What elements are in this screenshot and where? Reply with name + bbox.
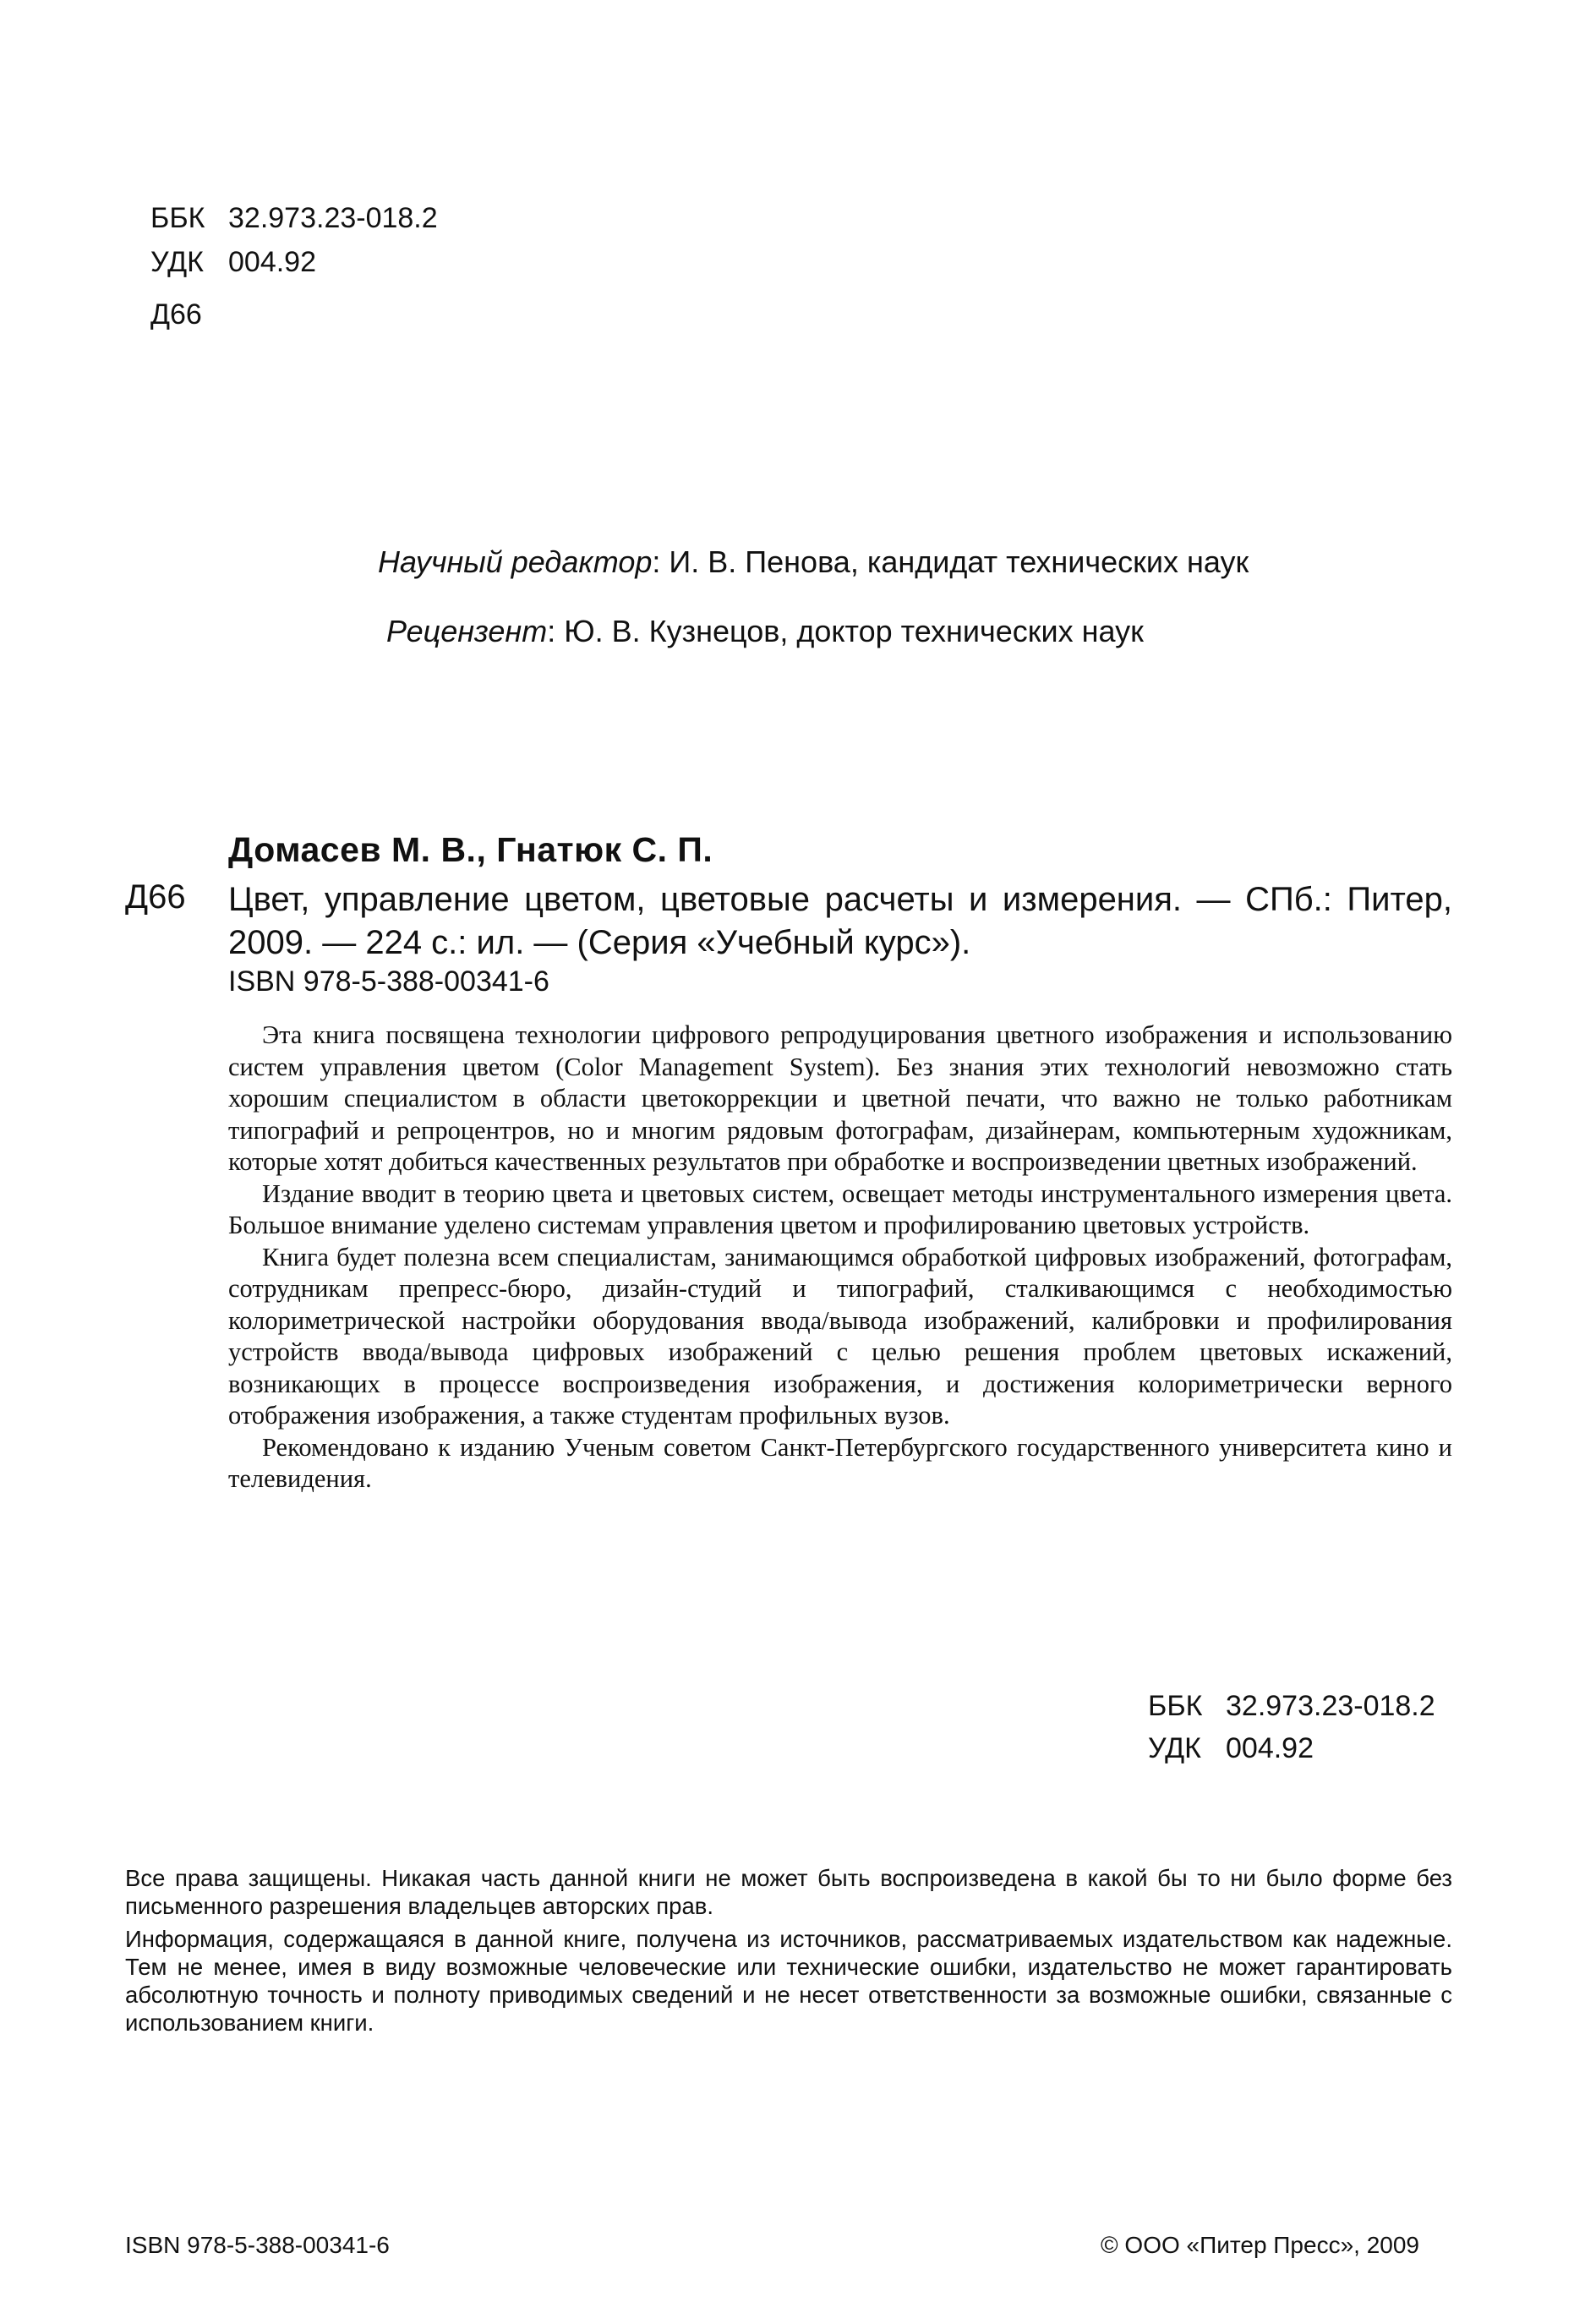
annotation-paragraph: Книга будет полезна всем специалистам, занимающимся обработкой цифровых изображений, фотографам, сотрудникам препресс-бюро, дизайн-студий и типографий, сталкивающимся с необходимостью колориметрической настройки оборудования ввода/вывода изображений, калибровки и профилирования устройств ввода/вывода цифровых изображений с целью решения проблем цветовых искажений, возникающих в процессе воспроизведения изображения, и достижения колориметрически верного отображения изображения, а также студентам профильных вузов.	[228, 1242, 1452, 1430]
udk-row	[1148, 1727, 1435, 1769]
reviewer-label: Рецензент	[386, 614, 548, 648]
isbn: ISBN 978-5-388-00341-6	[228, 965, 549, 998]
scientific-editor-value: : И. В. Пенова, кандидат технических наук	[652, 544, 1249, 579]
rights-paragraph: Все права защищены. Никакая часть данной книги не может быть воспроизведена в какой бы то ни было форме без письменного разрешения владельцев авторских прав.	[125, 1865, 1452, 1919]
annotation-paragraph: Издание вводит в теорию цвета и цветовых систем, освещает методы инструментального измерения цвета. Большое внимание уделено системам управления цветом и профилированию цветовых устройств.	[228, 1178, 1452, 1239]
annotation	[228, 1020, 1452, 1496]
udk-label: УДК	[150, 246, 204, 278]
annotation-paragraph: Эта книга посвящена технологии цифрового репродуцирования цветного изображения и использованию систем управления цветом (Color Management System). Без знания этих технологий невозможно стать хорошим специалистом в области цветокоррекции и цветной печати, что важно не только работникам типографий и репроцентров, но и многим рядовым фотографам, дизайнерам, компьютерным художникам, которые хотят добиться качественных результатов при обработке и воспроизведении цветных изображений.	[228, 1020, 1452, 1176]
udk-value: 004.92	[1226, 1732, 1314, 1764]
catalog-mark: Д66	[125, 878, 186, 916]
reviewer-value: : Ю. В. Кузнецов, доктор технических наук	[547, 614, 1144, 648]
footer-isbn: ISBN 978-5-388-00341-6	[125, 2232, 390, 2258]
editors-block	[0, 528, 1574, 666]
udk-label: УДК	[1148, 1732, 1201, 1764]
reviewer	[0, 597, 1574, 666]
udk-row	[150, 240, 438, 284]
bbk-value: 32.973.23-018.2	[228, 202, 438, 234]
author-mark: Д66	[150, 298, 202, 331]
bbk-label: ББК	[1148, 1690, 1203, 1722]
udk-value: 004.92	[228, 246, 316, 278]
classification-bottom	[1148, 1685, 1435, 1769]
bbk-row	[1148, 1685, 1435, 1727]
footer-copyright: © ООО «Питер Пресс», 2009	[1101, 2232, 1419, 2258]
bbk-label: ББК	[150, 202, 205, 234]
scientific-editor-label: Научный редактор	[378, 544, 653, 579]
rights-notice	[125, 1864, 1452, 2042]
bbk-row	[150, 196, 438, 240]
classification-top	[150, 196, 438, 336]
bbk-value: 32.973.23-018.2	[1226, 1690, 1435, 1722]
book-title: Цвет, управление цветом, цветовые расчеты и измерения. — СПб.: Питер, 2009. — 224 с.: ил. — (Серия «Учебный курс»).	[228, 881, 1452, 961]
authors: Домасев М. В., Гнатюк С. П.	[228, 830, 713, 869]
rights-paragraph: Информация, содержащаяся в данной книге, получена из источников, рассматриваемых издательством как надежные. Тем не менее, имея в виду возможные человеческие или технические ошибки, издательство не может гарантировать абсолютную точность и полноту приводимых сведений и не несет ответственности за возможные ошибки, связанные с использованием книги.	[125, 1926, 1452, 2036]
annotation-paragraph: Рекомендовано к изданию Ученым советом Санкт-Петербургского государственного университета кино и телевидения.	[228, 1432, 1452, 1493]
scientific-editor	[0, 528, 1574, 597]
